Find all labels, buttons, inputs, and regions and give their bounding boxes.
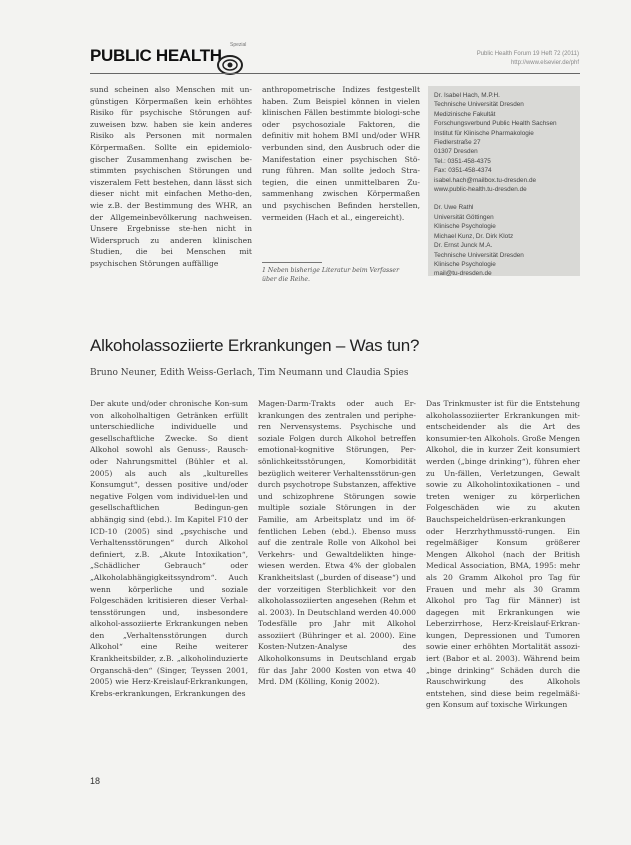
footnote: 1 Neben bisherige Literatur beim Verfasser über die Reihe. bbox=[262, 267, 400, 283]
article-column-1 bbox=[90, 398, 248, 699]
journal-name: PUBLIC HEALTH bbox=[90, 46, 222, 65]
contact-line: Forschungsverbund Public Health Sachsen bbox=[434, 120, 557, 128]
contact-line: Fiedlerstraße 27 bbox=[434, 139, 481, 147]
contact-line: Technische Universität Dresden bbox=[434, 251, 524, 259]
article-authors: Bruno Neuner, Edith Weiss-Gerlach, Tim Neumann und Claudia Spies bbox=[90, 368, 409, 378]
article-column-1-text: Der akute und/oder chronische Kon-sum von alkoholhaltigen Getränken erfüllt unterschiedliche individuelle und gesellschaftliche Zwecke. So dient Alkohol sowohl als Genuss-, Rausch- oder Nahrungsmittel (Bühler et al. 2005) als auch als „kulturelles Konsumgut“, dessen positive und/oder negative Folgen vom individuel-len und gesellschaftlichen Bedingun-gen abhängig sind (ebd.). Im Kapitel F10 der ICD-10 (2005) sind „psychische und Verhaltensstörungen“ durch Alkohol definiert, z.B. „Akute Intoxikation“, „Schädlicher Gebrauch“ oder „Alkoholabhängigkeitssyndrom“. Auch wenn körperliche und soziale Folgeschäden kritisieren dieser Verhal-tensstörungen und, insbesondere alkohol-assoziierte Erkrankungen neben den „Verhaltensstörungen durch Alkohol“ eine Reihe weiterer Krankheitsbilder, z.B. „alkoholinduzierte Organschä-den“ (Singer, Teyssen 2001, 2005) wie Herz-Kreislauf-Erkrankungen, Krebs-erkrankungen, Erkrankungen des bbox=[90, 399, 248, 698]
header-citation bbox=[477, 50, 579, 68]
contact-email[interactable]: isabel.hach@mailbox.tu-dresden.de bbox=[434, 176, 537, 184]
top-column-2 bbox=[262, 84, 420, 223]
contact-line: Dr. Ernst Junck M.A. bbox=[434, 242, 493, 250]
contact-line: Institut für Klinische Pharmakologie bbox=[434, 129, 534, 137]
article-column-3 bbox=[426, 398, 580, 711]
contact-box bbox=[428, 86, 580, 276]
contact-line: Medizinische Fakultät bbox=[434, 110, 496, 118]
header-citation-line1: Public Health Forum 19 Heft 72 (2011) bbox=[476, 51, 579, 57]
contact-line: Dr. Uwe Rathl bbox=[434, 204, 474, 212]
journal-logo bbox=[90, 42, 247, 66]
contact-line: Klinische Psychologie bbox=[434, 260, 496, 268]
article-column-3-text: Das Trinkmuster ist für die Entstehung alkoholassoziierter Erkrankungen mit-entscheidender als die Art des konsumier-ten Alkohols. Große Mengen Alkohol, die in kurzer Zeit konsumiert werden („binge drinking“), führen eher zu Un-fällen, Verletzungen, Gewalt sowie zu Alkoholintoxikationen – und treten weniger zu körperlichen Folgeschäden wie zu akuten Bauchspeicheldrüsen-erkrankungen oder Herzrhythmusstö-rungen. Ein regelmäßiger Konsum größerer Mengen Alkohol (nach der British Medical Association, BMA, 1995: mehr als 20 Gramm Alkohol pro Tag für Frauen und mehr als 30 Gramm Alkohol pro Tag für Männer) ist dagegen mit Erkrankungen wie Leberzirrhose, Herz-Kreislauf-Erkran-kungen, Depressionen und Tumoren sowie einer erhöhten Mortalität assozi-iert (Babor et al. 2003). Während beim „binge drinking“ Schäden durch die Rauschwirkung des Alkohols entstehen, sind diese beim regelmäßi-gen Konsum auf toxische Wirkungen bbox=[426, 399, 580, 710]
top-column-1 bbox=[90, 84, 252, 270]
header-citation-line2: http://www.elsevier.de/phf bbox=[510, 60, 579, 66]
contact-line: Universität Göttingen bbox=[434, 213, 494, 221]
top-column-2-text: anthropometrische Indizes festgestellt haben. Zum Beispiel können in vielen klinischen Fällen bestimmte biologi-sche oder psychosoziale Faktoren, die definitiv mit hohem BMI und/oder WHR verbunden sind, den Ausbruch oder die Manifestation einer psychischen Stö-rung führen. Man sollte jedoch Stra-tegien, die einen unmittelbaren Zu-sammenhang zwischen Körpermaßen und psychischen Befinden herstellen, vermeiden (Hach et al., eingereicht). bbox=[262, 85, 420, 222]
contact-line: Fax: 0351-458-4374 bbox=[434, 167, 492, 175]
contact-website[interactable]: www.public-health.tu-dresden.de bbox=[434, 186, 527, 194]
article-title: Alkoholassoziierte Erkrankungen – Was tun? bbox=[90, 336, 420, 355]
contact-line: Tel.: 0351-458-4375 bbox=[434, 157, 491, 165]
contact-line: Technische Universität Dresden bbox=[434, 101, 524, 109]
contact-line: Klinische Psychologie bbox=[434, 223, 496, 231]
contact-line: Michael Kunz, Dr. Dirk Klotz bbox=[434, 232, 514, 240]
top-column-1-text: sund scheinen also Menschen mit un-günstigen Körpermaßen kein erhöhtes Risiko für psychische Störungen auf-zuweisen bzw. haben sie kein anderes Risiko als Personen mit normalen Körpermaßen. Sollte ein epidemiolo-gischer Zusammenhang zwischen be-stimmten psychischen Störungen und viszeralem Fett bestehen, dann lässt sich dieser nicht mit einfachen Metho-den, wie z.B. der Bestimmung des WHR, an der Allgemeinbevölkerung nachweisen. Unsere Ergebnisse ste-hen nicht in Widerspruch zu anderen klinischen Studien, die bei Menschen mit psychischen Störungen auffällige bbox=[90, 85, 252, 268]
article-column-2-text: Magen-Darm-Trakts oder auch Er-krankungen des zentralen und periphe-ren Nervensystems. Psychische und soziale Folgen durch Alkohol betreffen emotional-kognitive Störungen, Per-sönlichkeitsstörungen, Komorbidität bezüglich weiterer Verhaltensstörun-gen durch psychotrope Substanzen, affektive und schizophrene Störungen sowie multiple soziale Störungen in der Familie, am Arbeitsplatz und im öf-fentlichen Leben (ebd.). Ebenso muss auf die zentrale Rolle von Alkohol bei Verkehrs- und Gewaltdelikten hinge-wiesen werden. Etwa 4% der globalen Krankheitslast („burden of disease“) und der vorzeitigen Sterblichkeit vor den alkoholassoziierten angesehen (Rehm et al. 2003). In Deutschland werden 40.000 Todesfälle pro Jahr mit Alkohol assoziiert (Bühringer et al. 2000). Eine Kosten-Nutzen-Analyse des Alkoholkonsums in Deutschland ergab für das Jahr 2000 Kosten von etwa 40 Mrd. DM (Kölling, Konig 2002). bbox=[258, 399, 416, 687]
contact-line: Dr. Isabel Hach, M.P.H. bbox=[434, 92, 500, 99]
footnote-rule bbox=[262, 262, 322, 263]
article-column-2 bbox=[258, 398, 416, 688]
page-number: 18 bbox=[90, 776, 101, 786]
contact-email[interactable]: mail@tu-dresden.de bbox=[434, 270, 492, 278]
contact-line: 01307 Dresden bbox=[434, 148, 478, 156]
journal-small-label: Spezial bbox=[230, 42, 247, 48]
header-rule bbox=[90, 73, 580, 74]
contact-spacer bbox=[434, 194, 574, 203]
